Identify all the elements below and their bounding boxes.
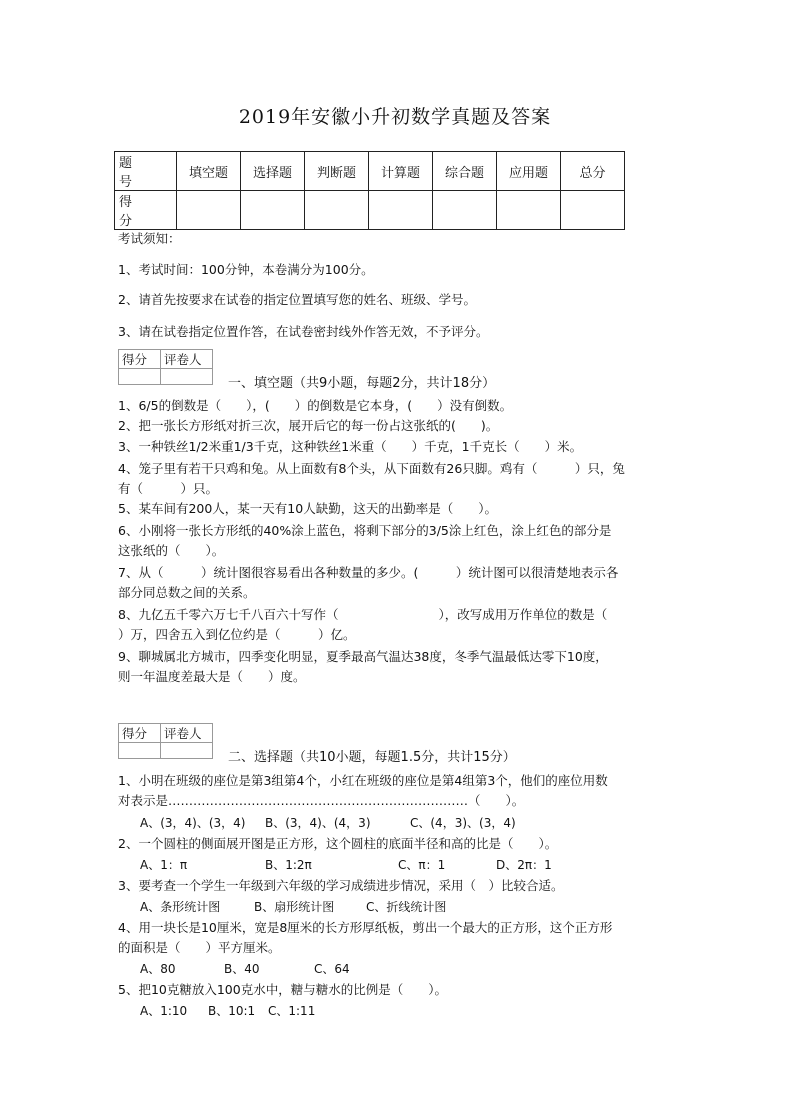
option: C、64: [314, 962, 350, 976]
option: C、1:11: [268, 1004, 316, 1018]
question-line: 则一年温度差最大是（ ）度。: [118, 669, 306, 684]
question-line: 9、聊城属北方城市，四季变化明显，夏季最高气温达38度，冬季气温最低达零下10度，: [118, 649, 608, 664]
score-blank: [561, 191, 625, 230]
grader-blank: [161, 369, 213, 385]
score-cell-fill: 填空题: [177, 152, 241, 191]
grader-person-label: 评卷人: [161, 724, 213, 743]
score-blank: [497, 191, 561, 230]
question-line: 这张纸的（ ）。: [118, 543, 225, 558]
notice-item: 2、请首先按要求在试卷的指定位置填写您的姓名、班级、学号。: [118, 292, 476, 307]
question-line: 5、把10克糖放入100克水中，糖与糖水的比例是（ ）。: [118, 982, 447, 997]
question-line: 3、一种铁丝1/2米重1/3千克，这种铁丝1米重（ ）千克，1千克长（ ）米。: [118, 439, 583, 454]
option: A、条形统计图: [140, 900, 221, 914]
options-row: [140, 1001, 315, 1021]
grader-score-label: 得分: [119, 350, 161, 369]
grader-blank: [161, 743, 213, 759]
question-line: 部分同总数之间的关系。: [118, 585, 256, 600]
score-cell-calc: 计算题: [369, 152, 433, 191]
grader-blank: [119, 743, 161, 759]
score-cell-judge: 判断题: [305, 152, 369, 191]
score-blank: [433, 191, 497, 230]
question-line: 7、从（ ）统计图很容易看出各种数量的多少。( ）统计图可以很清楚地表示各: [118, 565, 619, 580]
options-row: [140, 813, 516, 833]
option: A、(3，4)、(3，4): [140, 816, 246, 830]
option: B、40: [224, 962, 260, 976]
question-line: 6、小刚将一张长方形纸的40%涂上蓝色，将剩下部分的3/5涂上红色，涂上红色的部分是: [118, 523, 612, 538]
score-table-header-row: [115, 152, 625, 191]
option: B、扇形统计图: [254, 900, 335, 914]
score-blank: [177, 191, 241, 230]
question-line: 8、九亿五千零六万七千八百六十写作（ ），改写成用万作单位的数是（: [118, 607, 608, 622]
option: B、10:1: [208, 1004, 256, 1018]
question-line: 4、用一块长是10厘米，宽是8厘米的长方形厚纸板，剪出一个最大的正方形，这个正方形: [118, 920, 613, 935]
score-cell-apply: 应用题: [497, 152, 561, 191]
grader-box: [118, 349, 213, 385]
option: B、1:2π: [265, 858, 312, 872]
question-line: 对表示是………………………………………………………………（ ）。: [118, 793, 525, 808]
page-title: 2019年安徽小升初数学真题及答案: [238, 106, 552, 128]
options-row: [140, 959, 350, 979]
question-line: 1、小明在班级的座位是第3组第4个，小红在班级的座位是第4组第3个，他们的座位用数: [118, 773, 608, 788]
question-line: 2、一个圆柱的侧面展开图是正方形，这个圆柱的底面半径和高的比是（ ）。: [118, 836, 558, 851]
question-line: 有（ ）只。: [118, 481, 219, 496]
grader-score-label: 得分: [119, 724, 161, 743]
options-row: [140, 897, 446, 917]
score-blank: [241, 191, 305, 230]
option: A、1:10: [140, 1004, 188, 1018]
question-line: 5、某车间有200人，某一天有10人缺勤，这天的出勤率是（ ）。: [118, 501, 497, 516]
option: D、2π：1: [496, 858, 552, 872]
question-line: 1、6/5的倒数是（ ），( ）的倒数是它本身，( ）没有倒数。: [118, 398, 513, 413]
score-table-score-row: [115, 191, 625, 230]
grader-person-label: 评卷人: [161, 350, 213, 369]
option: C、π：1: [398, 858, 446, 872]
score-cell-synth: 综合题: [433, 152, 497, 191]
section-title: 二、选择题（共10小题，每题1.5分，共计15分）: [228, 750, 516, 765]
score-cell-total: 总分: [561, 152, 625, 191]
question-line: 的面积是（ ）平方厘米。: [118, 940, 281, 955]
option: B、(3，4)、(4，3): [265, 816, 371, 830]
option: C、(4，3)、(3，4): [410, 816, 516, 830]
grader-box: [118, 723, 213, 759]
section-title: 一、填空题（共9小题，每题2分，共计18分）: [228, 376, 496, 391]
score-cell-choice: 选择题: [241, 152, 305, 191]
score-cell-label: 题 号: [115, 152, 177, 191]
options-row: [140, 855, 552, 875]
score-blank: [369, 191, 433, 230]
score-blank: [305, 191, 369, 230]
option: A、1：π: [140, 858, 188, 872]
option: A、80: [140, 962, 176, 976]
notice-item: 3、请在试卷指定位置作答，在试卷密封线外作答无效，不予评分。: [118, 324, 489, 339]
notice-item: 1、考试时间：100分钟，本卷满分为100分。: [118, 262, 374, 277]
score-row-label: 得 分: [115, 191, 177, 230]
notice-heading: 考试须知：: [118, 231, 181, 246]
option: C、折线统计图: [366, 900, 447, 914]
question-line: 4、笼子里有若干只鸡和兔。从上面数有8个头，从下面数有26只脚。鸡有（ ）只，兔: [118, 461, 625, 476]
grader-blank: [119, 369, 161, 385]
question-line: ）万，四舍五入到亿位约是（ ）亿。: [118, 627, 356, 642]
question-line: 3、要考查一个学生一年级到六年级的学习成绩进步情况，采用（ ）比较合适。: [118, 878, 564, 893]
score-table: [114, 151, 625, 230]
question-line: 2、把一张长方形纸对折三次，展开后它的每一份占这张纸的( )。: [118, 418, 499, 433]
